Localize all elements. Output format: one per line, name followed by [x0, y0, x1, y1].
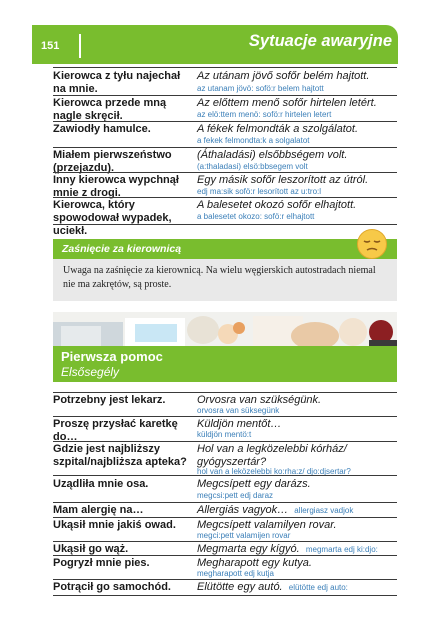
page-title: Sytuacje awaryjne	[248, 32, 392, 50]
hungarian-text: Megmarta egy kígyó.	[197, 543, 300, 555]
pronunciation: a fekek felmondta:k a solgalatot	[197, 136, 310, 145]
phrase-row	[53, 555, 397, 580]
pronunciation: az elö:ttem menö: sofö:r hirtelen letert	[197, 110, 332, 119]
hungarian-phrase: Az előttem menő sofőr hirtelen letért.	[197, 97, 377, 109]
pronunciation: megmarta edj ki:djo:	[305, 545, 378, 554]
phrase-row	[53, 121, 397, 148]
hungarian-phrase: (Áthaladási) elsőbbségem volt.	[197, 149, 348, 161]
hungarian-phrase: Küldjön mentőt…	[197, 418, 282, 430]
phrase-row	[53, 517, 397, 542]
polish-phrase: Potrzebny jest lekarz.	[53, 394, 166, 406]
pronunciation: orvosra van süksegünk	[197, 406, 280, 415]
polish-phrase: Kierowca, który spowodował wypadek, uciekł.	[53, 199, 172, 237]
polish-phrase: Uządliła mnie osa.	[53, 478, 149, 490]
hungarian-phrase: Egy másik sofőr leszorított az útról.	[197, 174, 369, 186]
hungarian-phrase	[197, 504, 401, 517]
section-subtitle: Elsősegély	[61, 365, 120, 379]
polish-phrase: Ukąsił mnie jakiś owad.	[53, 519, 176, 531]
phrase-row	[53, 541, 397, 556]
phrase-row	[53, 579, 397, 596]
polish-phrase: Kierowca z tyłu najechał na mnie.	[53, 70, 181, 95]
polish-phrase: Ukąsił go wąż.	[53, 543, 129, 555]
sleepy-face-icon	[356, 228, 388, 260]
pronunciation: megharapott edj kutja	[197, 569, 274, 578]
phrase-row	[53, 95, 397, 122]
tip-title: Zaśnięcie za kierownicą	[62, 243, 182, 255]
hungarian-phrase: A fékek felmondták a szolgálatot.	[197, 123, 359, 135]
polish-phrase: Gdzie jest najbliższy szpital/najbliższa apteka?	[53, 443, 187, 468]
pronunciation: megcsi:pett edj daraz	[197, 491, 274, 500]
pronunciation: elütötte edj auto:	[288, 583, 348, 592]
hungarian-phrase: Az utánam jövő sofőr belém hajtott.	[197, 70, 370, 82]
polish-phrase: Pogryzł mnie pies.	[53, 557, 150, 569]
tip-box	[53, 259, 397, 301]
pronunciation: edj ma:sik sofö:r lesorított az u:tro:l	[197, 187, 322, 196]
pronunciation: az utanam jövö: sofö:r belem hajtott	[197, 84, 324, 93]
hungarian-phrase: Orvosra van szükségünk.	[197, 394, 322, 406]
hungarian-phrase	[197, 581, 401, 594]
polish-phrase: Potrącił go samochód.	[53, 581, 171, 593]
phrase-row	[53, 416, 397, 442]
hungarian-phrase: Megharapott egy kutya.	[197, 557, 312, 569]
phrase-row	[53, 67, 397, 96]
tip-header	[53, 239, 397, 259]
pronunciation: a balesetet okozo: sofö:r elhajtott	[197, 212, 315, 221]
first-aid-photo	[53, 312, 397, 348]
pronunciation: hol van a leközelebbi ko:rha:z/ djo:djsertar?	[197, 467, 351, 476]
phrase-row	[53, 392, 397, 417]
phrase-row	[53, 172, 397, 198]
section-title: Pierwsza pomoc	[61, 349, 163, 364]
hungarian-phrase: A balesetet okozó sofőr elhajtott.	[197, 199, 357, 211]
polish-phrase: Proszę przysłać karetkę do…	[53, 418, 178, 443]
pronunciation: allergiasz vadjok	[294, 506, 354, 515]
hungarian-text: Elütötte egy autó.	[197, 581, 283, 593]
polish-phrase: Miałem pierwszeństwo (przejazdu).	[53, 149, 172, 174]
polish-phrase: Inny kierowca wypchnął mnie z drogi.	[53, 174, 179, 199]
hungarian-phrase: Hol van a legközelebbi kórház/ gyógyszertár?	[197, 443, 347, 468]
tip-text: Uwaga na zaśnięcie za kierownicą. Na wielu węgierskich autostradach niemal nie ma zakrętów, są proste.	[63, 265, 376, 290]
hungarian-text: Allergiás vagyok…	[197, 504, 289, 516]
hungarian-phrase: Megcsípett valamilyen rovar.	[197, 519, 337, 531]
pronunciation: (a:thaladasi) elsö:bbsegem volt	[197, 162, 308, 171]
phrase-row	[53, 502, 397, 518]
phrase-row	[53, 475, 397, 503]
polish-phrase: Zawiodły hamulce.	[53, 123, 151, 135]
phrase-row	[53, 147, 397, 173]
polish-phrase: Kierowca przede mną nagle skręcił.	[53, 97, 167, 122]
pronunciation: küldjön mentö:t	[197, 430, 252, 439]
section-header	[53, 346, 397, 382]
header-divider	[79, 34, 81, 58]
pronunciation: megci:pett valamijen rovar	[197, 531, 291, 540]
phrase-row	[53, 197, 397, 237]
phrase-row	[53, 441, 397, 476]
page-header	[32, 25, 398, 64]
polish-phrase: Mam alergię na…	[53, 504, 144, 516]
page-number: 151	[41, 40, 60, 52]
hungarian-phrase: Megcsípett egy darázs.	[197, 478, 311, 490]
